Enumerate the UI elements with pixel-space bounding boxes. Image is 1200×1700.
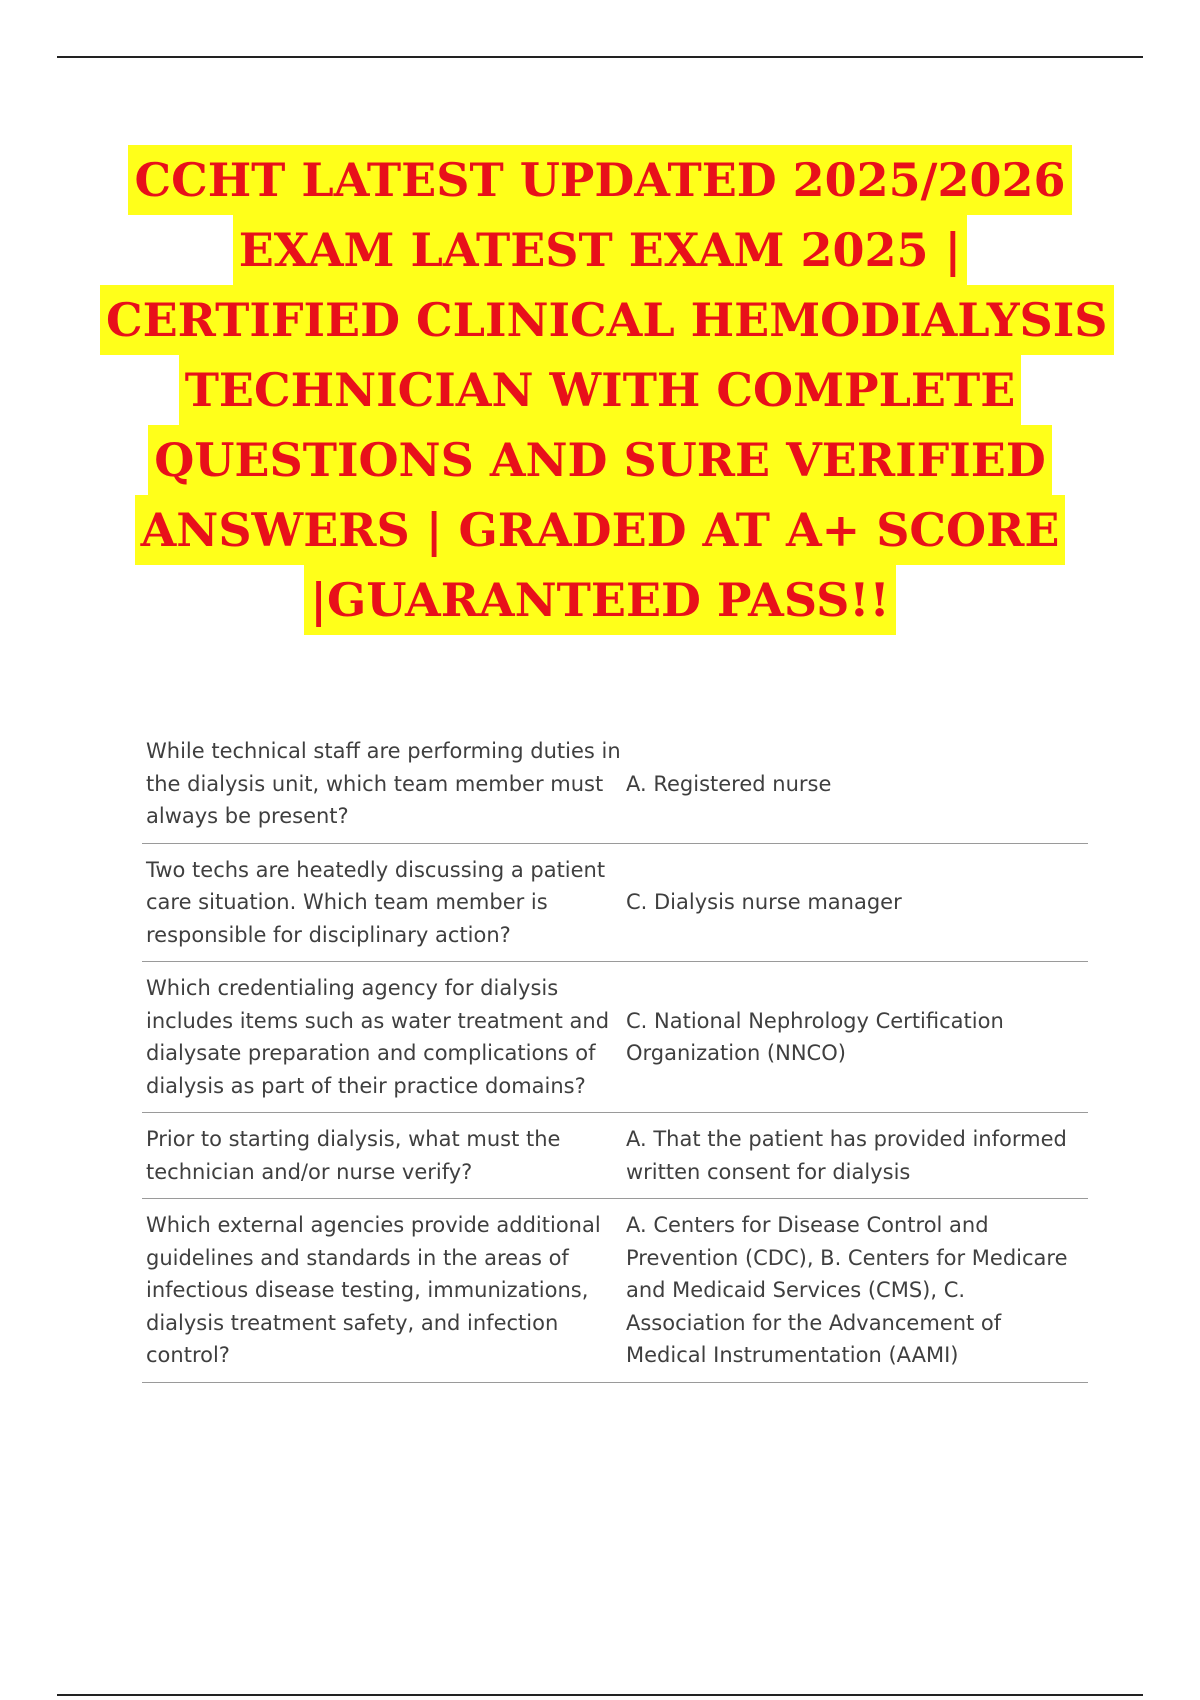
- title-line: TECHNICIAN WITH COMPLETE: [179, 355, 1022, 425]
- table-row: [142, 1199, 1088, 1383]
- table-row: [142, 843, 1088, 962]
- answer-cell: A. Centers for Disease Control and Prevention (CDC), B. Centers for Medicare and Medicaid Services (CMS), C. Association for the Advancement of Medical Instrumentation (AAMI): [626, 1199, 1088, 1383]
- question-cell: Two techs are heatedly discussing a patient care situation. Which team member is responsible for disciplinary action?: [142, 843, 626, 962]
- table-row: [142, 725, 1088, 843]
- title-line: QUESTIONS AND SURE VERIFIED: [148, 425, 1051, 495]
- answer-cell: C. Dialysis nurse manager: [626, 843, 1088, 962]
- question-cell: Which credentialing agency for dialysis includes items such as water treatment and dialysate preparation and complications of dialysis as part of their practice domains?: [142, 962, 626, 1113]
- document-title: [100, 145, 1108, 635]
- bottom-rule: [57, 1694, 1143, 1696]
- question-cell: Which external agencies provide additional guidelines and standards in the areas of infectious disease testing, immunizations, dialysis treatment safety, and infection control?: [142, 1199, 626, 1383]
- table-row: [142, 962, 1088, 1113]
- qa-table: [142, 725, 1088, 1383]
- answer-cell: A. Registered nurse: [626, 725, 1088, 843]
- question-cell: Prior to starting dialysis, what must the technician and/or nurse verify?: [142, 1113, 626, 1199]
- answer-cell: A. That the patient has provided informed written consent for dialysis: [626, 1113, 1088, 1199]
- top-rule: [57, 56, 1143, 58]
- title-line: CCHT LATEST UPDATED 2025/2026: [128, 145, 1071, 215]
- title-line: ANSWERS | GRADED AT A+ SCORE: [135, 495, 1066, 565]
- title-line: CERTIFIED CLINICAL HEMODIALYSIS: [100, 285, 1114, 355]
- title-line: |GUARANTEED PASS!!: [304, 565, 895, 635]
- title-line: EXAM LATEST EXAM 2025 |: [233, 215, 968, 285]
- question-cell: While technical staff are performing duties in the dialysis unit, which team member must always be present?: [142, 725, 626, 843]
- table-row: [142, 1113, 1088, 1199]
- answer-cell: C. National Nephrology Certification Organization (NNCO): [626, 962, 1088, 1113]
